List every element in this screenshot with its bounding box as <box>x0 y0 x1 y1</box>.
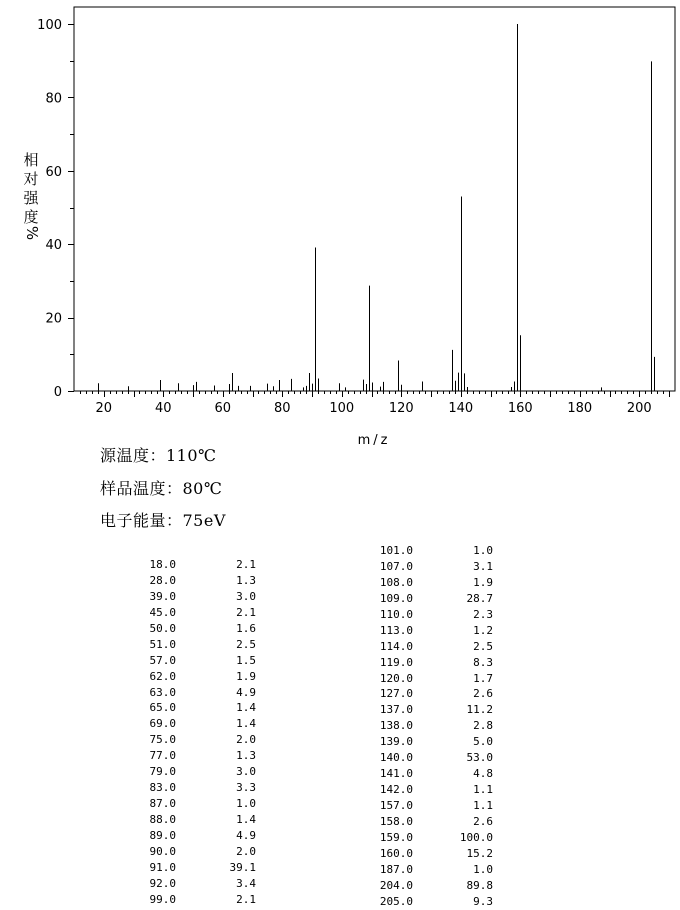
x-tick-label: 40 <box>154 401 172 416</box>
y-tick-label: 40 <box>45 238 62 254</box>
abundance-value: 8.3 <box>473 655 493 669</box>
abundance-value: 3.4 <box>236 876 256 890</box>
mz-value: 18.0 <box>149 558 176 571</box>
mz-value: 113.0 <box>379 623 413 637</box>
mz-value: 160.0 <box>379 846 413 860</box>
mz-value: 119.0 <box>379 655 413 669</box>
table-row <box>372 750 493 766</box>
spectrum-peaks <box>99 24 655 391</box>
mz-value: 89.0 <box>149 828 176 842</box>
table-row <box>372 814 493 830</box>
plot-frame <box>74 7 675 391</box>
table-row <box>140 669 256 685</box>
table-row <box>372 894 493 910</box>
table-row <box>372 798 493 814</box>
abundance-value: 1.2 <box>473 623 493 637</box>
table-row <box>372 591 493 607</box>
table-row <box>372 782 493 798</box>
abundance-value: 15.2 <box>466 846 493 860</box>
electron-energy: 电子能量：75eV <box>100 511 226 530</box>
abundance-value: 2.8 <box>473 719 493 733</box>
x-tick-label: 180 <box>567 401 593 416</box>
tick-labels <box>37 18 652 416</box>
abundance-value: 1.9 <box>236 669 256 683</box>
x-tick-label: 20 <box>95 401 113 416</box>
mz-value: 109.0 <box>379 591 413 605</box>
abundance-value: 1.0 <box>236 797 256 811</box>
y-axis-label-char: 度 <box>23 208 39 226</box>
abundance-value: 39.1 <box>229 860 256 874</box>
y-axis-label-char: % <box>23 225 41 241</box>
table-row <box>140 557 256 573</box>
table-row <box>372 846 493 862</box>
mz-value: 87.0 <box>149 797 176 811</box>
x-tick-label: 120 <box>388 401 414 416</box>
mz-value: 157.0 <box>379 799 413 812</box>
x-axis-label: m/z <box>357 433 391 448</box>
mz-value: 127.0 <box>379 687 413 701</box>
x-tick-label: 200 <box>626 401 652 416</box>
table-row <box>372 862 493 878</box>
peak-table-left <box>140 557 256 908</box>
table-row <box>372 686 493 702</box>
abundance-value: 1.0 <box>473 544 493 557</box>
abundance-value: 3.0 <box>236 589 256 603</box>
table-row <box>372 702 493 718</box>
mz-value: 45.0 <box>149 605 176 619</box>
mz-value: 120.0 <box>379 671 413 685</box>
table-row <box>372 655 493 671</box>
x-tick-label: 80 <box>273 401 291 416</box>
mz-value: 108.0 <box>379 575 413 589</box>
abundance-value: 1.4 <box>236 717 256 731</box>
mz-value: 62.0 <box>149 669 176 683</box>
abundance-value: 3.3 <box>236 781 256 795</box>
y-tick-label: 0 <box>53 385 62 400</box>
mz-value: 187.0 <box>379 862 413 876</box>
abundance-value: 2.0 <box>236 844 256 858</box>
y-tick-label: 80 <box>45 91 62 107</box>
table-row <box>140 860 256 876</box>
y-tick-label: 60 <box>45 164 62 180</box>
abundance-value: 2.1 <box>236 605 256 619</box>
abundance-value: 2.6 <box>473 687 493 701</box>
table-row <box>372 766 493 782</box>
y-tick-label: 100 <box>37 18 62 33</box>
table-row <box>140 748 256 764</box>
table-row <box>372 559 493 575</box>
mz-value: 75.0 <box>149 733 176 747</box>
x-tick-label: 160 <box>507 401 533 416</box>
abundance-value: 2.3 <box>473 607 493 621</box>
abundance-value: 1.3 <box>236 749 256 763</box>
x-tick-label: 140 <box>448 401 474 416</box>
mz-value: 91.0 <box>149 860 176 874</box>
mz-value: 65.0 <box>149 701 176 715</box>
mz-value: 90.0 <box>149 844 176 858</box>
mz-value: 28.0 <box>149 573 176 587</box>
axis-ticks <box>68 25 670 398</box>
mz-value: 137.0 <box>379 703 413 717</box>
abundance-value: 2.0 <box>236 733 256 747</box>
mz-value: 139.0 <box>379 735 413 749</box>
mz-value: 114.0 <box>379 639 413 653</box>
table-row <box>372 734 493 750</box>
abundance-value: 1.6 <box>236 621 256 635</box>
table-row <box>372 671 493 687</box>
abundance-value: 1.5 <box>236 653 256 667</box>
abundance-value: 89.8 <box>466 878 493 892</box>
abundance-value: 4.9 <box>236 685 256 699</box>
mz-value: 159.0 <box>379 830 413 844</box>
abundance-value: 11.2 <box>466 703 493 717</box>
table-row <box>140 892 256 908</box>
table-row <box>372 718 493 734</box>
mz-value: 101.0 <box>379 544 413 557</box>
abundance-value: 1.9 <box>473 575 493 589</box>
abundance-value: 1.1 <box>473 799 493 812</box>
mz-value: 110.0 <box>379 607 413 621</box>
table-row <box>372 639 493 655</box>
mz-value: 141.0 <box>379 767 413 781</box>
y-axis-label-char: 强 <box>23 189 39 207</box>
y-tick-label: 20 <box>45 311 62 327</box>
abundance-value: 3.0 <box>236 765 256 779</box>
y-axis-label-char: 相 <box>23 151 39 169</box>
abundance-value: 28.7 <box>466 591 493 605</box>
mz-value: 83.0 <box>149 781 176 795</box>
mz-value: 99.0 <box>149 892 176 906</box>
table-row <box>140 589 256 605</box>
mz-value: 204.0 <box>379 878 413 892</box>
mz-value: 205.0 <box>379 894 413 908</box>
table-row <box>372 623 493 639</box>
y-axis-label <box>23 151 41 240</box>
mz-value: 92.0 <box>149 876 176 890</box>
abundance-value: 1.7 <box>473 671 493 685</box>
abundance-value: 2.6 <box>473 814 493 828</box>
abundance-value: 1.4 <box>236 813 256 826</box>
abundance-value: 2.5 <box>236 637 256 651</box>
table-row <box>372 878 493 894</box>
abundance-value: 2.1 <box>236 558 256 571</box>
abundance-value: 3.1 <box>473 559 493 573</box>
mz-value: 79.0 <box>149 765 176 779</box>
table-row <box>140 637 256 653</box>
abundance-value: 1.0 <box>473 862 493 876</box>
table-row <box>140 812 256 828</box>
mz-value: 63.0 <box>149 685 176 699</box>
abundance-value: 5.0 <box>473 735 493 749</box>
table-row <box>372 830 493 846</box>
table-row <box>140 700 256 716</box>
mz-value: 142.0 <box>379 783 413 797</box>
abundance-value: 100.0 <box>459 830 493 844</box>
mz-value: 51.0 <box>149 637 176 651</box>
mz-value: 158.0 <box>379 814 413 828</box>
abundance-value: 2.5 <box>473 639 493 653</box>
table-row <box>140 732 256 748</box>
table-row <box>372 543 493 559</box>
sample-temperature: 样品温度：80℃ <box>100 479 223 498</box>
mz-value: 69.0 <box>149 717 176 731</box>
mz-value: 50.0 <box>149 621 176 635</box>
table-row <box>140 573 256 589</box>
abundance-value: 53.0 <box>466 751 493 765</box>
table-row <box>140 605 256 621</box>
mz-value: 107.0 <box>379 559 413 573</box>
x-tick-label: 60 <box>214 401 232 416</box>
abundance-value: 1.4 <box>236 701 256 715</box>
mass-spectrum-chart <box>0 0 680 450</box>
y-axis-label-char: 对 <box>23 170 39 188</box>
table-row <box>140 828 256 844</box>
table-row <box>140 796 256 812</box>
mz-value: 88.0 <box>149 813 176 826</box>
table-row <box>140 685 256 701</box>
mz-value: 140.0 <box>379 751 413 765</box>
mz-value: 138.0 <box>379 719 413 733</box>
table-row <box>372 607 493 623</box>
abundance-value: 1.1 <box>473 783 493 797</box>
abundance-value: 4.9 <box>236 828 256 842</box>
source-temperature: 源温度：110℃ <box>100 446 217 465</box>
abundance-value: 9.3 <box>473 894 493 908</box>
table-row <box>140 716 256 732</box>
x-tick-label: 100 <box>329 401 355 416</box>
table-row <box>372 575 493 591</box>
mz-value: 57.0 <box>149 653 176 667</box>
abundance-value: 2.1 <box>236 892 256 906</box>
mz-value: 39.0 <box>149 589 176 603</box>
table-row <box>140 653 256 669</box>
table-row <box>140 764 256 780</box>
mz-value: 77.0 <box>149 749 176 763</box>
table-row <box>140 621 256 637</box>
peak-table-right <box>372 543 493 910</box>
table-row <box>140 876 256 892</box>
table-row <box>140 844 256 860</box>
abundance-value: 1.3 <box>236 573 256 587</box>
table-row <box>140 780 256 796</box>
abundance-value: 4.8 <box>473 767 493 781</box>
